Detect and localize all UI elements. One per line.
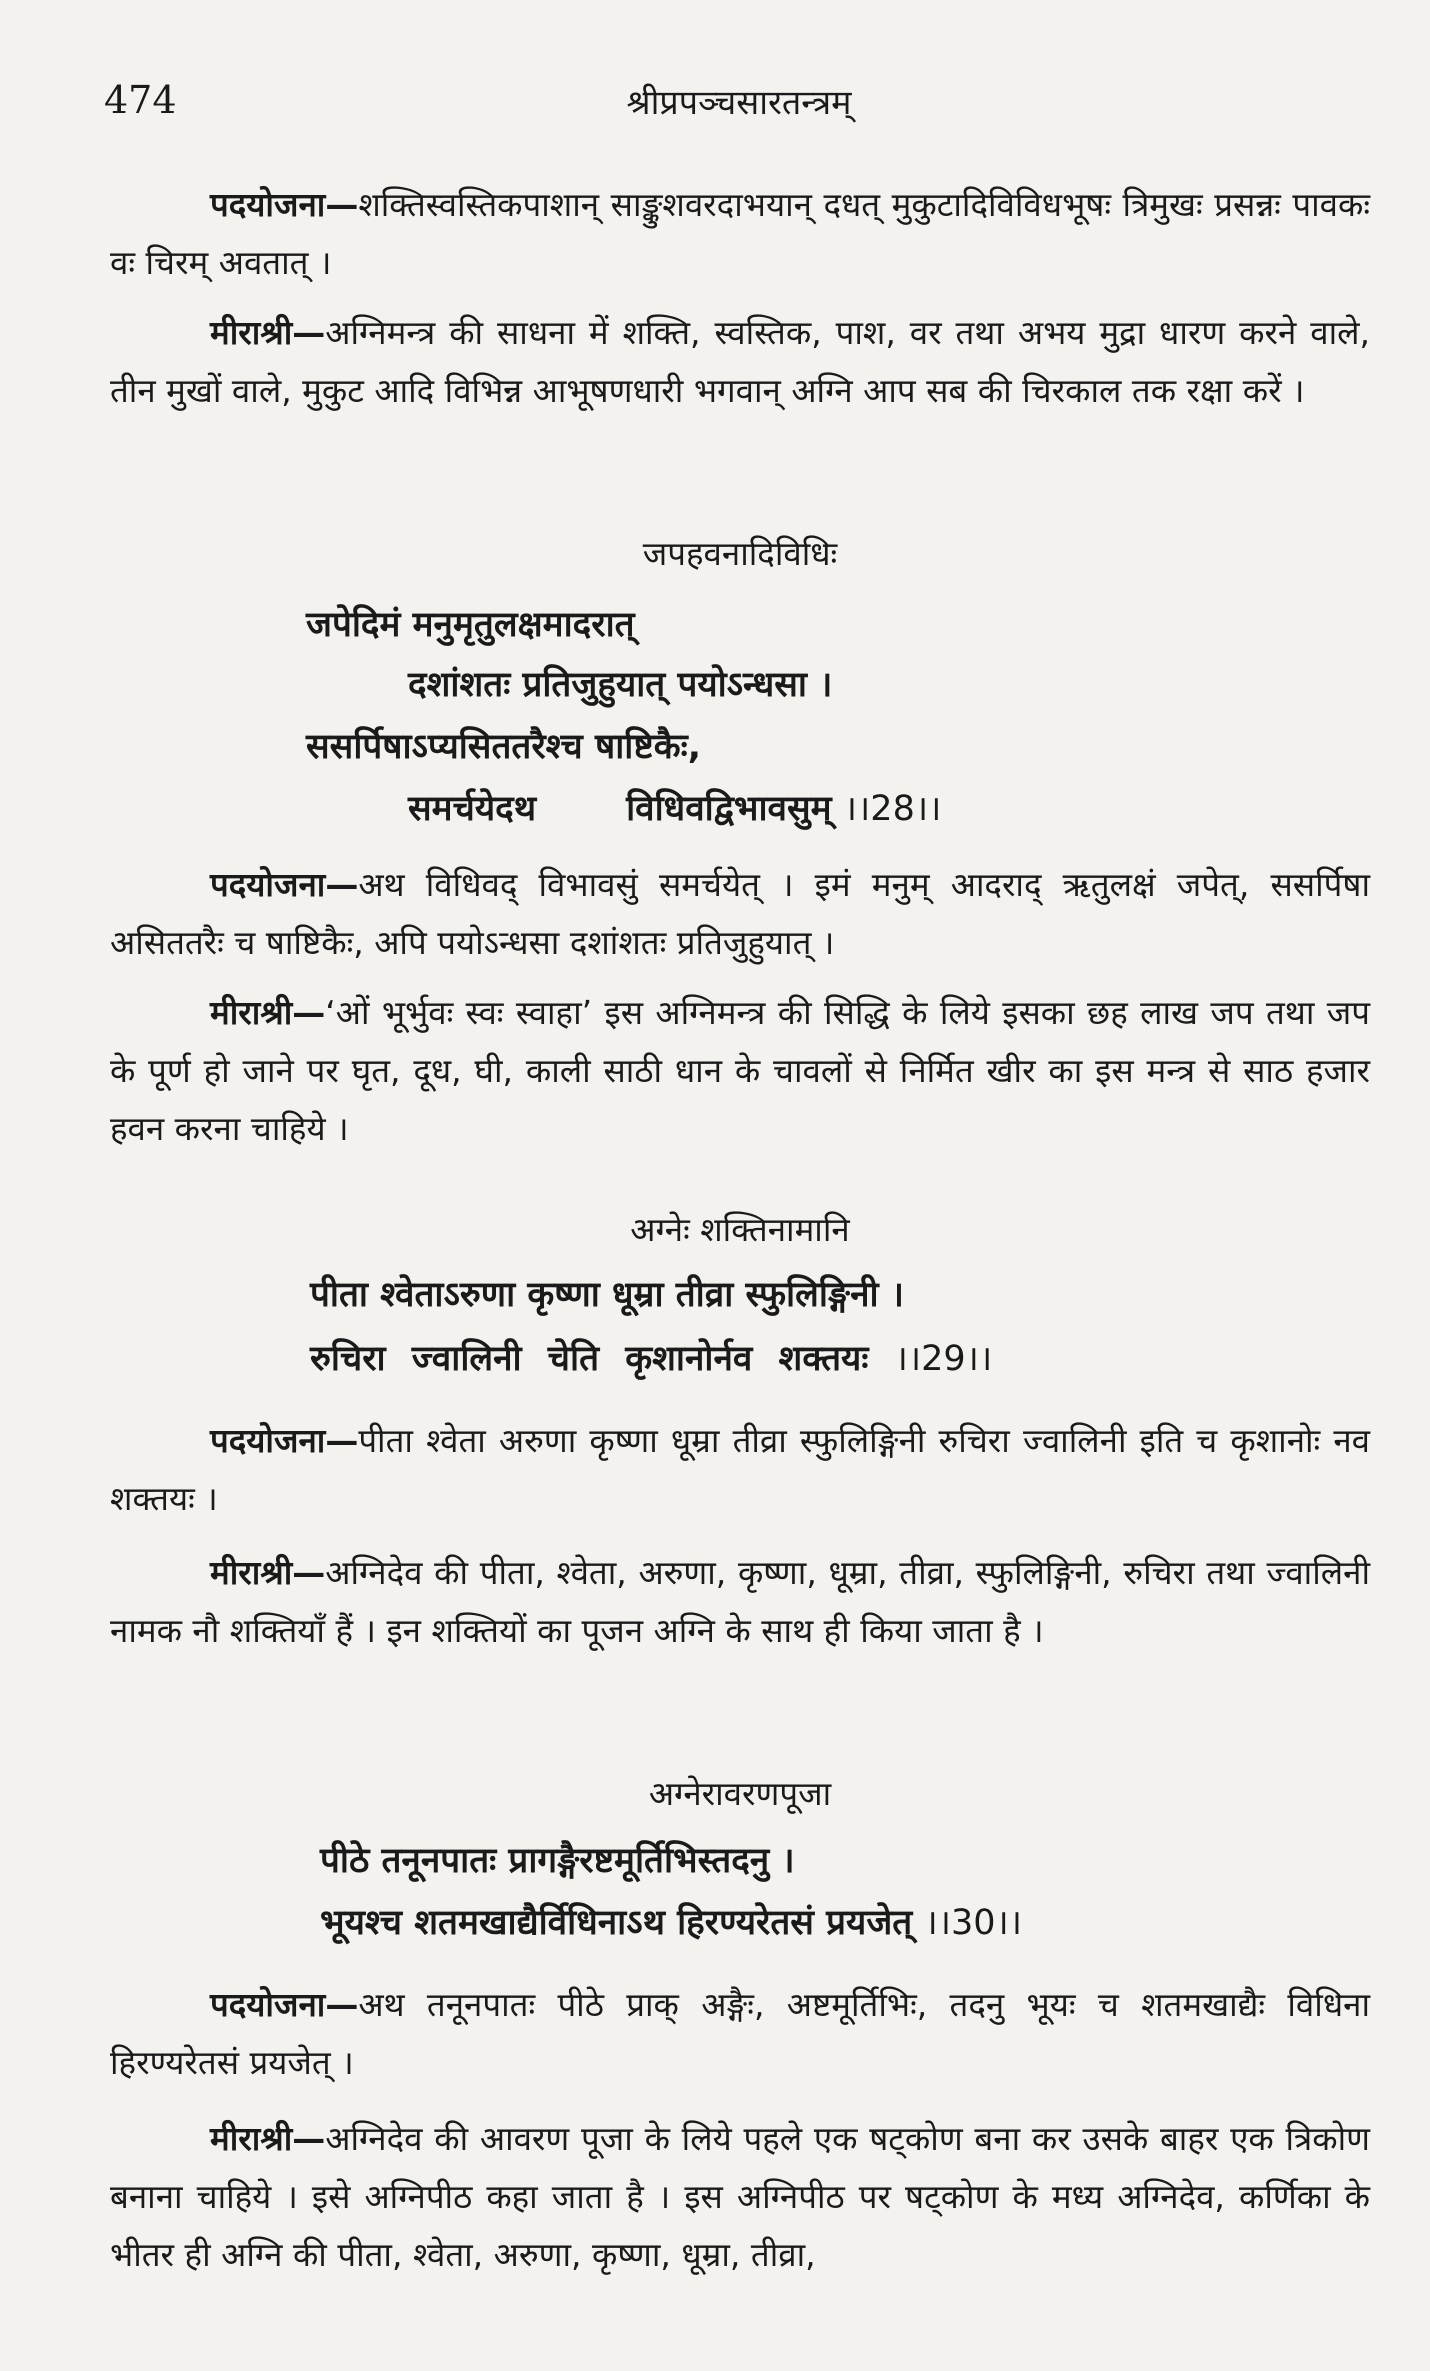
padyojana-paragraph-3: [110, 1412, 1370, 1528]
verse-28-line-3: ससर्पिषाऽप्यसिततरैश्च षाष्टिकैः,: [306, 727, 702, 767]
meerashri-label: मीराश्री: [210, 2119, 293, 2158]
verse-number-29: ।।29।।: [894, 1339, 993, 1379]
meerashri-paragraph-1: [110, 304, 1370, 420]
verse-28-line-2: दशांशतः प्रतिजुहुयात् पयोऽन्धसा ।: [408, 665, 833, 705]
padyojana-paragraph-1: [110, 176, 1370, 292]
dash: —: [325, 1421, 359, 1460]
dash: —: [292, 313, 326, 352]
padyojana-paragraph-2: [110, 856, 1370, 972]
verse-30-line-2: [320, 1898, 1022, 1945]
meerashri-paragraph-4: [110, 2110, 1370, 2284]
meerashri-paragraph-2: [110, 984, 1370, 1158]
padyojana-text: पीता श्वेता अरुणा कृष्णा धूम्रा तीव्रा स्फुलिङ्गिनी रुचिरा ज्वालिनी इति च कृशानोः नव शक्तयः ।: [110, 1421, 1370, 1518]
page-number: 474: [104, 78, 177, 122]
dash: —: [325, 1985, 359, 2024]
section-heading-2: अग्नेः शक्तिनामानि: [630, 1210, 850, 1249]
padyojana-label: पदयोजना: [210, 185, 326, 224]
meerashri-text: अग्निमन्त्र की साधना में शक्ति, स्वस्तिक, पाश, वर तथा अभय मुद्रा धारण करने वाले, तीन मुखों वाले, मुकुट आदि विभिन्न आभूषणधारी भगवान् अग्नि आप सब की चिरकाल तक रक्षा करें ।: [110, 313, 1370, 410]
padyojana-label: पदयोजना: [210, 1985, 326, 2024]
section-heading-3: अग्नेरावरणपूजा: [648, 1774, 832, 1813]
meerashri-label: मीराश्री: [210, 1553, 293, 1592]
verse-29-line-2: [310, 1334, 992, 1381]
running-title: श्रीप्रपञ्चसारतन्त्रम्: [626, 83, 852, 123]
dash: —: [292, 1553, 326, 1592]
padyojana-text: शक्तिस्वस्तिकपाशान् साङ्कुशवरदाभयान् दधत् मुकुटादिविविधभूषः त्रिमुखः प्रसन्नः पावकः वः चिरम् अवतात् ।: [110, 185, 1370, 282]
padyojana-text: अथ तनूनपातः पीठे प्राक् अङ्गैः, अष्टमूर्तिभिः, तदनु भूयः च शतमखाद्यैः विधिना हिरण्यरेतसं प्रयजेत् ।: [110, 1985, 1370, 2082]
verse-29-line-1: पीता श्वेताऽरुणा कृष्णा धूम्रा तीव्रा स्फुलिङ्गिनी ।: [310, 1275, 905, 1315]
meerashri-label: मीराश्री: [210, 993, 293, 1032]
dash: —: [325, 865, 359, 904]
padyojana-text: अथ विधिवद् विभावसुं समर्चयेत् । इमं मनुम् आदराद् ऋतुलक्षं जपेत्, ससर्पिषा असिततरैः च षाष्टिकैः, अपि पयोऽन्धसा दशांशतः प्रतिजुहुयात् ।: [110, 865, 1370, 962]
verse-28-line-1: जपेदिमं मनुमृतुलक्षमादरात्: [306, 605, 635, 645]
padyojana-paragraph-4: [110, 1976, 1370, 2092]
verse-28-line-4b: विधिवद्विभावसुम्: [626, 789, 832, 829]
verse-30-line-2-text: भूयश्च शतमखाद्यैर्विधिनाऽथ हिरण्यरेतसं प्रयजेत्: [320, 1903, 913, 1943]
meerashri-text: अग्निदेव की पीता, श्वेता, अरुणा, कृष्णा, धूम्रा, तीव्रा, स्फुलिङ्गिनी, रुचिरा तथा ज्वालिनी नामक नौ शक्तियाँ हैं । इन शक्तियों का पूजन अग्नि के साथ ही किया जाता है ।: [110, 1553, 1370, 1650]
meerashri-text: ‘ओं भूर्भुवः स्वः स्वाहा’ इस अग्निमन्त्र की सिद्धि के लिये इसका छह लाख जप तथा जप के पूर्ण हो जाने पर घृत, दूध, घी, काली साठी धान के चावलों से निर्मित खीर का इस मन्त्र से साठ हजार हवन करना चाहिये ।: [110, 993, 1370, 1148]
page-header: [104, 78, 1374, 138]
dash: —: [325, 185, 359, 224]
verse-28-line-4: [408, 784, 941, 831]
meerashri-text: अग्निदेव की आवरण पूजा के लिये पहले एक षट्कोण बना कर उसके बाहर एक त्रिकोण बनाना चाहिये । इसे अग्निपीठ कहा जाता है । इस अग्निपीठ पर षट्कोण के मध्य अग्निदेव, कर्णिका के भीतर ही अग्नि की पीता, श्वेता, अरुणा, कृष्णा, धूम्रा, तीव्रा,: [110, 2119, 1370, 2274]
verse-28-line-4a: समर्चयेदथ: [408, 789, 537, 829]
verse-29-line-2-text: रुचिरा ज्वालिनी चेति कृशानोर्नव शक्तयः: [310, 1339, 869, 1379]
padyojana-label: पदयोजना: [210, 865, 326, 904]
dash: —: [292, 2119, 326, 2158]
verse-30-line-1: पीठे तनूनपातः प्रागङ्गैरष्टमूर्तिभिस्तदनु ।: [320, 1841, 795, 1881]
meerashri-label: मीराश्री: [210, 313, 293, 352]
dash: —: [292, 993, 326, 1032]
meerashri-paragraph-3: [110, 1544, 1370, 1660]
verse-number-30: ।।30।।: [924, 1903, 1023, 1943]
section-heading-1: जपहवनादिविधिः: [642, 534, 838, 573]
verse-number-28: ।।28।।: [843, 789, 942, 829]
padyojana-label: पदयोजना: [210, 1421, 326, 1460]
